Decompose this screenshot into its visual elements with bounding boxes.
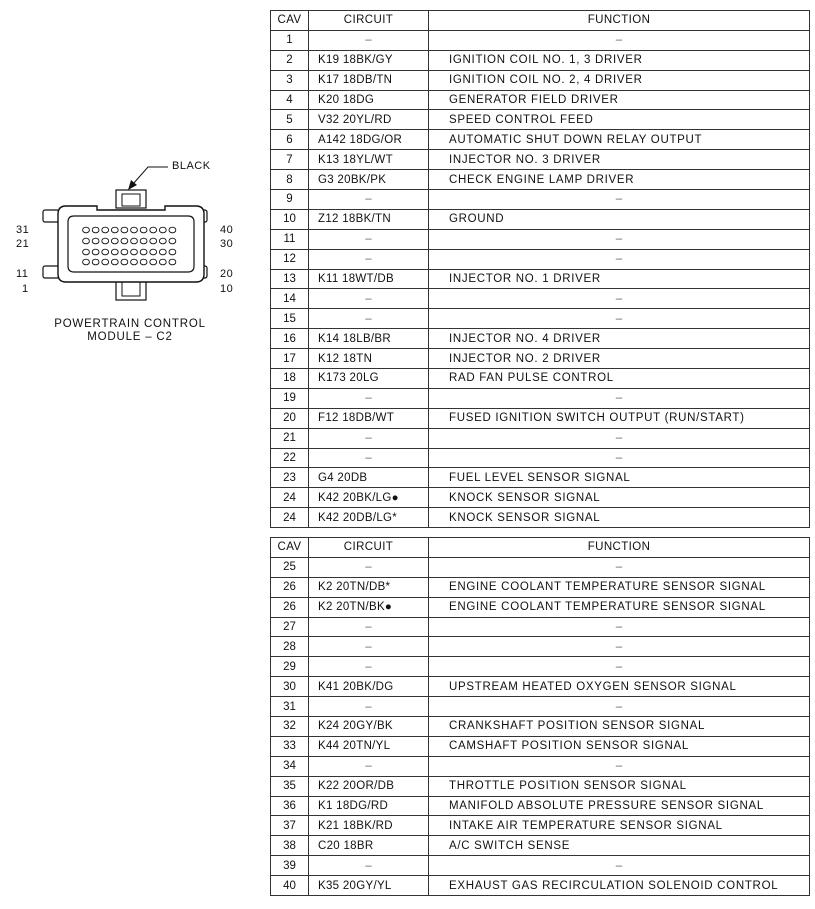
circuit-cell: K2 20TN/BK● (309, 597, 429, 617)
circuit-cell: – (309, 190, 429, 210)
function-cell: – (429, 617, 810, 637)
function-cell: – (429, 289, 810, 309)
table-row (271, 776, 810, 796)
cav-cell: 31 (271, 697, 309, 717)
connector-diagram (0, 150, 262, 350)
cav-cell: 26 (271, 597, 309, 617)
circuit-cell: K41 20BK/DG (309, 677, 429, 697)
circuit-cell: K1 18DG/RD (309, 796, 429, 816)
circuit-cell: – (309, 617, 429, 637)
cav-cell: 17 (271, 349, 309, 369)
function-cell: GROUND (429, 209, 810, 229)
function-cell: – (429, 637, 810, 657)
cav-cell: 38 (271, 836, 309, 856)
circuit-cell: K2 20TN/DB* (309, 577, 429, 597)
function-cell: INJECTOR NO. 2 DRIVER (429, 349, 810, 369)
function-cell: KNOCK SENSOR SIGNAL (429, 488, 810, 508)
function-cell: FUEL LEVEL SENSOR SIGNAL (429, 468, 810, 488)
table-row (271, 876, 810, 896)
table-row (271, 50, 810, 70)
function-cell: IGNITION COIL NO. 2, 4 DRIVER (429, 70, 810, 90)
circuit-cell: C20 18BR (309, 836, 429, 856)
cav-cell: 6 (271, 130, 309, 150)
cav-cell: 14 (271, 289, 309, 309)
function-cell: – (429, 657, 810, 677)
table-row (271, 736, 810, 756)
function-cell: CAMSHAFT POSITION SENSOR SIGNAL (429, 736, 810, 756)
function-cell: INTAKE AIR TEMPERATURE SENSOR SIGNAL (429, 816, 810, 836)
function-cell: – (429, 557, 810, 577)
circuit-cell: – (309, 428, 429, 448)
cav-cell: 32 (271, 717, 309, 737)
cav-cell: 30 (271, 677, 309, 697)
table-row (271, 30, 810, 50)
table-row (271, 577, 810, 597)
table-row (271, 110, 810, 130)
function-cell: SPEED CONTROL FEED (429, 110, 810, 130)
circuit-cell: K13 18YL/WT (309, 150, 429, 170)
circuit-cell: K20 18DG (309, 90, 429, 110)
table-row (271, 816, 810, 836)
table-row (271, 836, 810, 856)
pin-label-10: 10 (220, 283, 234, 295)
pin-label-11: 11 (16, 268, 29, 280)
circuit-cell: K44 20TN/YL (309, 736, 429, 756)
header-circuit: CIRCUIT (309, 538, 429, 558)
cav-cell: 11 (271, 229, 309, 249)
circuit-cell: Z12 18BK/TN (309, 209, 429, 229)
function-cell: – (429, 388, 810, 408)
table-header-row (271, 11, 810, 31)
cav-cell: 24 (271, 488, 309, 508)
left-ear-bottom (43, 266, 59, 278)
function-cell: – (429, 309, 810, 329)
header-cav: CAV (271, 538, 309, 558)
circuit-cell: – (309, 30, 429, 50)
table-row (271, 249, 810, 269)
table-row (271, 597, 810, 617)
table-row (271, 369, 810, 389)
table-row (271, 856, 810, 876)
cav-cell: 16 (271, 329, 309, 349)
table-row (271, 448, 810, 468)
cav-cell: 22 (271, 448, 309, 468)
table-row (271, 190, 810, 210)
cav-cell: 19 (271, 388, 309, 408)
function-cell: ENGINE COOLANT TEMPERATURE SENSOR SIGNAL (429, 597, 810, 617)
circuit-cell: K22 20OR/DB (309, 776, 429, 796)
cav-cell: 12 (271, 249, 309, 269)
pin-label-31: 31 (16, 224, 30, 236)
header-circuit: CIRCUIT (309, 11, 429, 31)
function-cell: – (429, 756, 810, 776)
header-function: FUNCTION (429, 538, 810, 558)
function-cell: – (429, 697, 810, 717)
table-row (271, 289, 810, 309)
table-row (271, 657, 810, 677)
cav-cell: 36 (271, 796, 309, 816)
caption-line-1: POWERTRAIN CONTROL (54, 318, 206, 330)
function-cell: CRANKSHAFT POSITION SENSOR SIGNAL (429, 717, 810, 737)
function-cell: – (429, 190, 810, 210)
circuit-cell: K35 20GY/YL (309, 876, 429, 896)
cav-cell: 21 (271, 428, 309, 448)
circuit-cell: K24 20GY/BK (309, 717, 429, 737)
table-row (271, 388, 810, 408)
circuit-cell: A142 18DG/OR (309, 130, 429, 150)
circuit-cell: K19 18BK/GY (309, 50, 429, 70)
circuit-cell: – (309, 229, 429, 249)
wire-color-label: BLACK (172, 160, 211, 172)
table-row (271, 717, 810, 737)
cav-cell: 4 (271, 90, 309, 110)
function-cell: INJECTOR NO. 4 DRIVER (429, 329, 810, 349)
function-cell: ENGINE COOLANT TEMPERATURE SENSOR SIGNAL (429, 577, 810, 597)
table-row (271, 90, 810, 110)
table-row (271, 229, 810, 249)
function-cell: GENERATOR FIELD DRIVER (429, 90, 810, 110)
cav-cell: 27 (271, 617, 309, 637)
table-row (271, 269, 810, 289)
function-cell: UPSTREAM HEATED OXYGEN SENSOR SIGNAL (429, 677, 810, 697)
cav-cell: 24 (271, 508, 309, 528)
pinout-table-2 (270, 537, 810, 896)
cav-cell: 10 (271, 209, 309, 229)
connector-caption (20, 318, 240, 344)
function-cell: INJECTOR NO. 3 DRIVER (429, 150, 810, 170)
function-cell: IGNITION COIL NO. 1, 3 DRIVER (429, 50, 810, 70)
pinout-table-1 (270, 10, 810, 528)
function-cell: A/C SWITCH SENSE (429, 836, 810, 856)
table-row (271, 309, 810, 329)
cav-cell: 2 (271, 50, 309, 70)
function-cell: – (429, 856, 810, 876)
header-cav: CAV (271, 11, 309, 31)
table-row (271, 637, 810, 657)
cav-cell: 23 (271, 468, 309, 488)
function-cell: RAD FAN PULSE CONTROL (429, 369, 810, 389)
table-row (271, 408, 810, 428)
pin-label-20: 20 (220, 268, 234, 280)
cav-cell: 28 (271, 637, 309, 657)
cav-cell: 34 (271, 756, 309, 776)
cav-cell: 7 (271, 150, 309, 170)
circuit-cell: – (309, 697, 429, 717)
circuit-cell: – (309, 289, 429, 309)
circuit-cell: K11 18WT/DB (309, 269, 429, 289)
header-function: FUNCTION (429, 11, 810, 31)
table-row (271, 488, 810, 508)
cav-cell: 37 (271, 816, 309, 836)
function-cell: EXHAUST GAS RECIRCULATION SOLENOID CONTROL (429, 876, 810, 896)
table-row (271, 209, 810, 229)
circuit-cell: – (309, 557, 429, 577)
cav-cell: 3 (271, 70, 309, 90)
table-row (271, 130, 810, 150)
function-cell: – (429, 229, 810, 249)
circuit-cell: K21 18BK/RD (309, 816, 429, 836)
cav-cell: 13 (271, 269, 309, 289)
table-row (271, 796, 810, 816)
function-cell: FUSED IGNITION SWITCH OUTPUT (RUN/START) (429, 408, 810, 428)
table-row (271, 508, 810, 528)
table-row (271, 329, 810, 349)
table-row (271, 677, 810, 697)
circuit-cell: – (309, 756, 429, 776)
circuit-cell: – (309, 856, 429, 876)
function-cell: MANIFOLD ABSOLUTE PRESSURE SENSOR SIGNAL (429, 796, 810, 816)
cav-cell: 15 (271, 309, 309, 329)
table-row (271, 70, 810, 90)
table-row (271, 697, 810, 717)
cav-cell: 1 (271, 30, 309, 50)
circuit-cell: K14 18LB/BR (309, 329, 429, 349)
cav-cell: 8 (271, 170, 309, 190)
cav-cell: 25 (271, 557, 309, 577)
circuit-cell: K12 18TN (309, 349, 429, 369)
table-row (271, 349, 810, 369)
cav-cell: 33 (271, 736, 309, 756)
function-cell: – (429, 30, 810, 50)
callout-line (133, 167, 168, 184)
cav-cell: 26 (271, 577, 309, 597)
table-row (271, 617, 810, 637)
table-row (271, 150, 810, 170)
top-latch (116, 190, 146, 208)
cav-cell: 5 (271, 110, 309, 130)
pin-label-21: 21 (16, 238, 30, 250)
circuit-cell: G4 20DB (309, 468, 429, 488)
table-header-row (271, 538, 810, 558)
pin-label-40: 40 (220, 224, 234, 236)
circuit-cell: F12 18DB/WT (309, 408, 429, 428)
function-cell: – (429, 249, 810, 269)
function-cell: THROTTLE POSITION SENSOR SIGNAL (429, 776, 810, 796)
cav-cell: 20 (271, 408, 309, 428)
cav-cell: 35 (271, 776, 309, 796)
left-ear-top (43, 210, 59, 222)
circuit-cell: K42 20BK/LG● (309, 488, 429, 508)
function-cell: CHECK ENGINE LAMP DRIVER (429, 170, 810, 190)
table-row (271, 170, 810, 190)
function-cell: – (429, 448, 810, 468)
function-cell: – (429, 428, 810, 448)
circuit-cell: K17 18DB/TN (309, 70, 429, 90)
cav-cell: 18 (271, 369, 309, 389)
circuit-cell: – (309, 657, 429, 677)
pin-label-30: 30 (220, 238, 234, 250)
cav-cell: 29 (271, 657, 309, 677)
circuit-cell: – (309, 637, 429, 657)
circuit-cell: – (309, 309, 429, 329)
function-cell: AUTOMATIC SHUT DOWN RELAY OUTPUT (429, 130, 810, 150)
table-row (271, 428, 810, 448)
circuit-cell: K173 20LG (309, 369, 429, 389)
function-cell: INJECTOR NO. 1 DRIVER (429, 269, 810, 289)
cav-cell: 39 (271, 856, 309, 876)
circuit-cell: G3 20BK/PK (309, 170, 429, 190)
table-row (271, 756, 810, 776)
circuit-cell: – (309, 388, 429, 408)
pin-label-1: 1 (22, 283, 29, 295)
circuit-cell: V32 20YL/RD (309, 110, 429, 130)
cav-cell: 40 (271, 876, 309, 896)
circuit-cell: K42 20DB/LG* (309, 508, 429, 528)
cav-cell: 9 (271, 190, 309, 210)
table-row (271, 468, 810, 488)
connector-body (58, 206, 204, 282)
circuit-cell: – (309, 249, 429, 269)
table-row (271, 557, 810, 577)
function-cell: KNOCK SENSOR SIGNAL (429, 508, 810, 528)
caption-line-2: MODULE – C2 (87, 331, 173, 343)
circuit-cell: – (309, 448, 429, 468)
